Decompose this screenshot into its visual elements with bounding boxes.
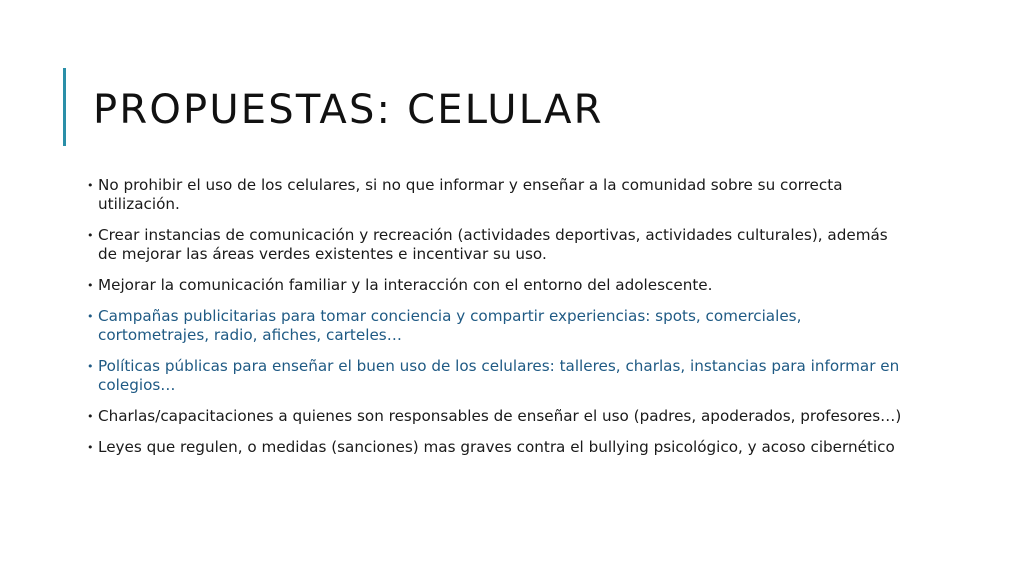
bullet-text: Políticas públicas para enseñar el buen uso de los celulares: talleres, charlas, instancias para informar en colegios… — [98, 357, 900, 394]
bullet-text: Crear instancias de comunicación y recreación (actividades deportivas, actividades culturales), además de mejorar las áreas verdes existentes e incentivar su uso. — [98, 226, 888, 263]
bullet-marker: • — [87, 360, 94, 373]
bullet-marker: • — [87, 229, 94, 242]
bullet-item — [87, 357, 907, 395]
bullet-list — [87, 176, 907, 469]
bullet-marker: • — [87, 279, 94, 292]
bullet-text: Charlas/capacitaciones a quienes son responsables de enseñar el uso (padres, apoderados, profesores…) — [98, 407, 902, 425]
bullet-text: Campañas publicitarias para tomar conciencia y compartir experiencias: spots, comerciales, cortometrajes, radio, afiches, carteles… — [98, 307, 802, 344]
bullet-text: Leyes que regulen, o medidas (sanciones) mas graves contra el bullying psicológico, y acoso cibernético — [98, 438, 895, 456]
bullet-item — [87, 307, 907, 345]
bullet-item — [87, 438, 907, 457]
bullet-item — [87, 276, 907, 295]
bullet-item — [87, 226, 907, 264]
bullet-marker: • — [87, 410, 94, 423]
bullet-marker: • — [87, 179, 94, 192]
bullet-item — [87, 176, 907, 214]
bullet-text: No prohibir el uso de los celulares, si no que informar y enseñar a la comunidad sobre su correcta utilización. — [98, 176, 843, 213]
bullet-marker: • — [87, 441, 94, 454]
bullet-item — [87, 407, 907, 426]
slide-title: PROPUESTAS: CELULAR — [93, 87, 604, 133]
bullet-marker: • — [87, 310, 94, 323]
bullet-text: Mejorar la comunicación familiar y la interacción con el entorno del adolescente. — [98, 276, 713, 294]
title-accent-bar — [63, 68, 66, 146]
